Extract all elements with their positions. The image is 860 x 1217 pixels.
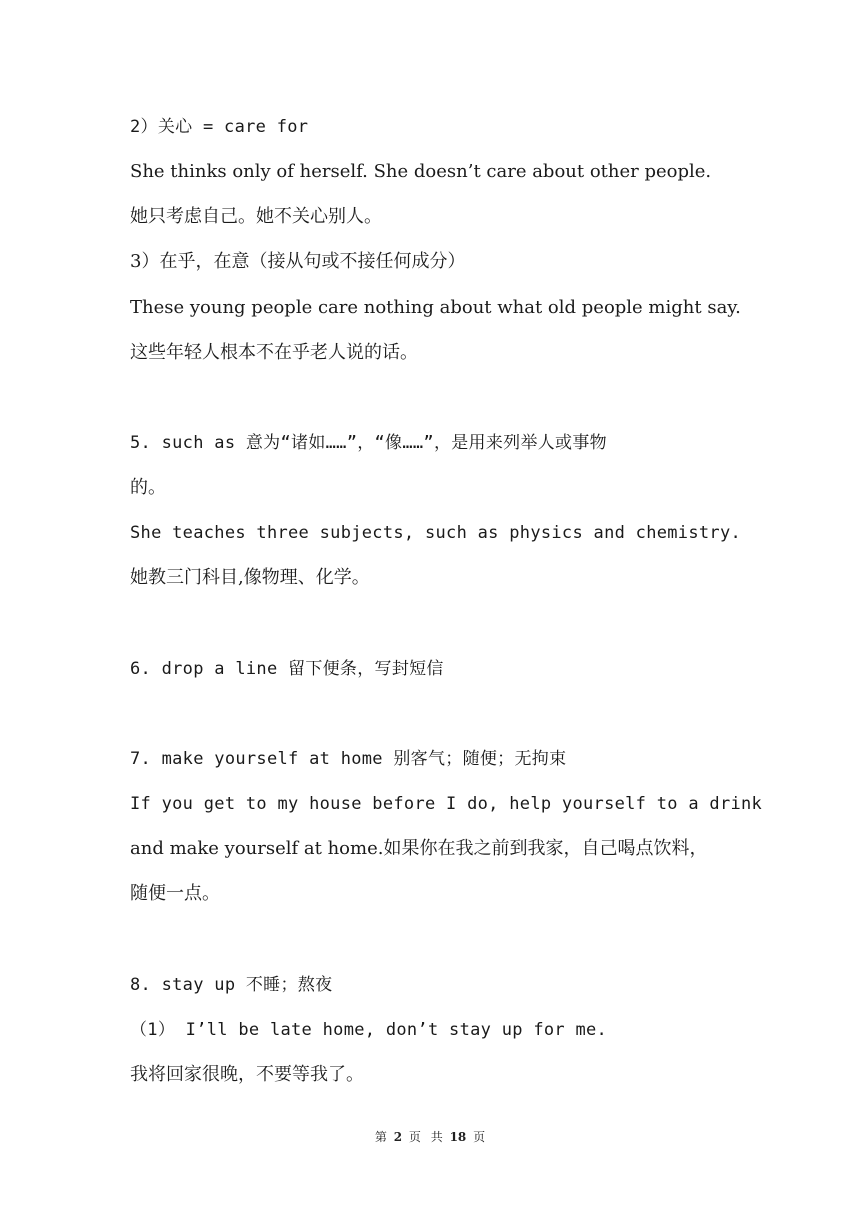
footer-middle2: 共 <box>430 1130 443 1144</box>
text-line-example-make-yourself-2: and make yourself at home.如果你在我之前到我家，自己喝点饮料， <box>130 838 708 859</box>
text-line-example-such-as: She teaches three subjects, such as physics and chemistry. <box>130 523 742 543</box>
text-line-care-meaning-3: 3）在乎，在意（接从句或不接任何成分） <box>130 251 466 272</box>
footer-page-current: 2 <box>393 1130 403 1144</box>
text-line-care-for: 2）关心 = care for <box>130 117 309 137</box>
text-line-such-as-heading: 5. such as 意为“诸如……”，“像……”，是用来列举人或事物 <box>130 433 607 453</box>
footer-suffix: 页 <box>473 1130 486 1144</box>
text-line-example-care-about: She thinks only of herself. She doesn’t care about other people. <box>130 161 712 182</box>
text-line-example-make-yourself-1: If you get to my house before I do, help yourself to a drink <box>130 794 763 814</box>
text-line-drop-a-line: 6. drop a line 留下便条，写封短信 <box>130 659 444 679</box>
footer-prefix: 第 <box>374 1130 387 1144</box>
text-line-translation-make-yourself: 随便一点。 <box>130 883 220 904</box>
text-line-example-care-nothing: These young people care nothing about what old people might say. <box>130 297 741 318</box>
text-line-stay-up: 8. stay up 不睡；熬夜 <box>130 975 333 995</box>
footer-middle1: 页 <box>408 1130 421 1144</box>
page-footer <box>0 1128 860 1145</box>
text-line-make-yourself-at-home: 7. make yourself at home 别客气；随便；无拘束 <box>130 749 567 769</box>
footer-page-total: 18 <box>449 1130 467 1144</box>
text-line-such-as-heading-cont: 的。 <box>130 477 166 498</box>
text-line-translation-care-nothing: 这些年轻人根本不在乎老人说的话。 <box>130 342 418 363</box>
text-line-translation-care-about: 她只考虑自己。她不关心别人。 <box>130 206 382 227</box>
text-line-translation-such-as: 她教三门科目,像物理、化学。 <box>130 567 370 588</box>
text-line-translation-stay-up: 我将回家很晚，不要等我了。 <box>130 1064 364 1085</box>
text-line-example-stay-up: （1） I’ll be late home, don’t stay up for me. <box>130 1020 608 1040</box>
